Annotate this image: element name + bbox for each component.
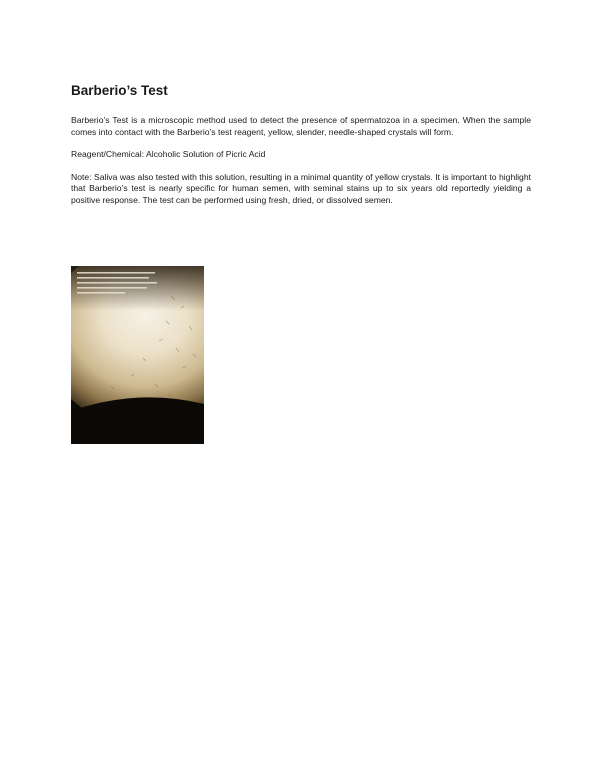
reagent-paragraph: Reagent/Chemical: Alcoholic Solution of Picric Acid [71, 149, 266, 160]
page-title: Barberio’s Test [71, 83, 168, 98]
microscope-image [71, 266, 204, 444]
note-paragraph: Note: Saliva was also tested with this solution, resulting in a minimal quantity of yellow crystals. It is important to highlight that Barberio’s test is nearly specific for human semen, with seminal stains up to six years old reportedly yielding a positive response. The test can be performed using fresh, dried, or dissolved semen. [71, 171, 531, 205]
microscope-field-graphic [71, 266, 204, 444]
document-page [71, 82, 531, 218]
intro-paragraph: Barberio’s Test is a microscopic method used to detect the presence of spermatozoa in a specimen. When the sample comes into contact with the Barberio’s test reagent, yellow, slender, needle-shaped crystals will form. [71, 115, 531, 137]
